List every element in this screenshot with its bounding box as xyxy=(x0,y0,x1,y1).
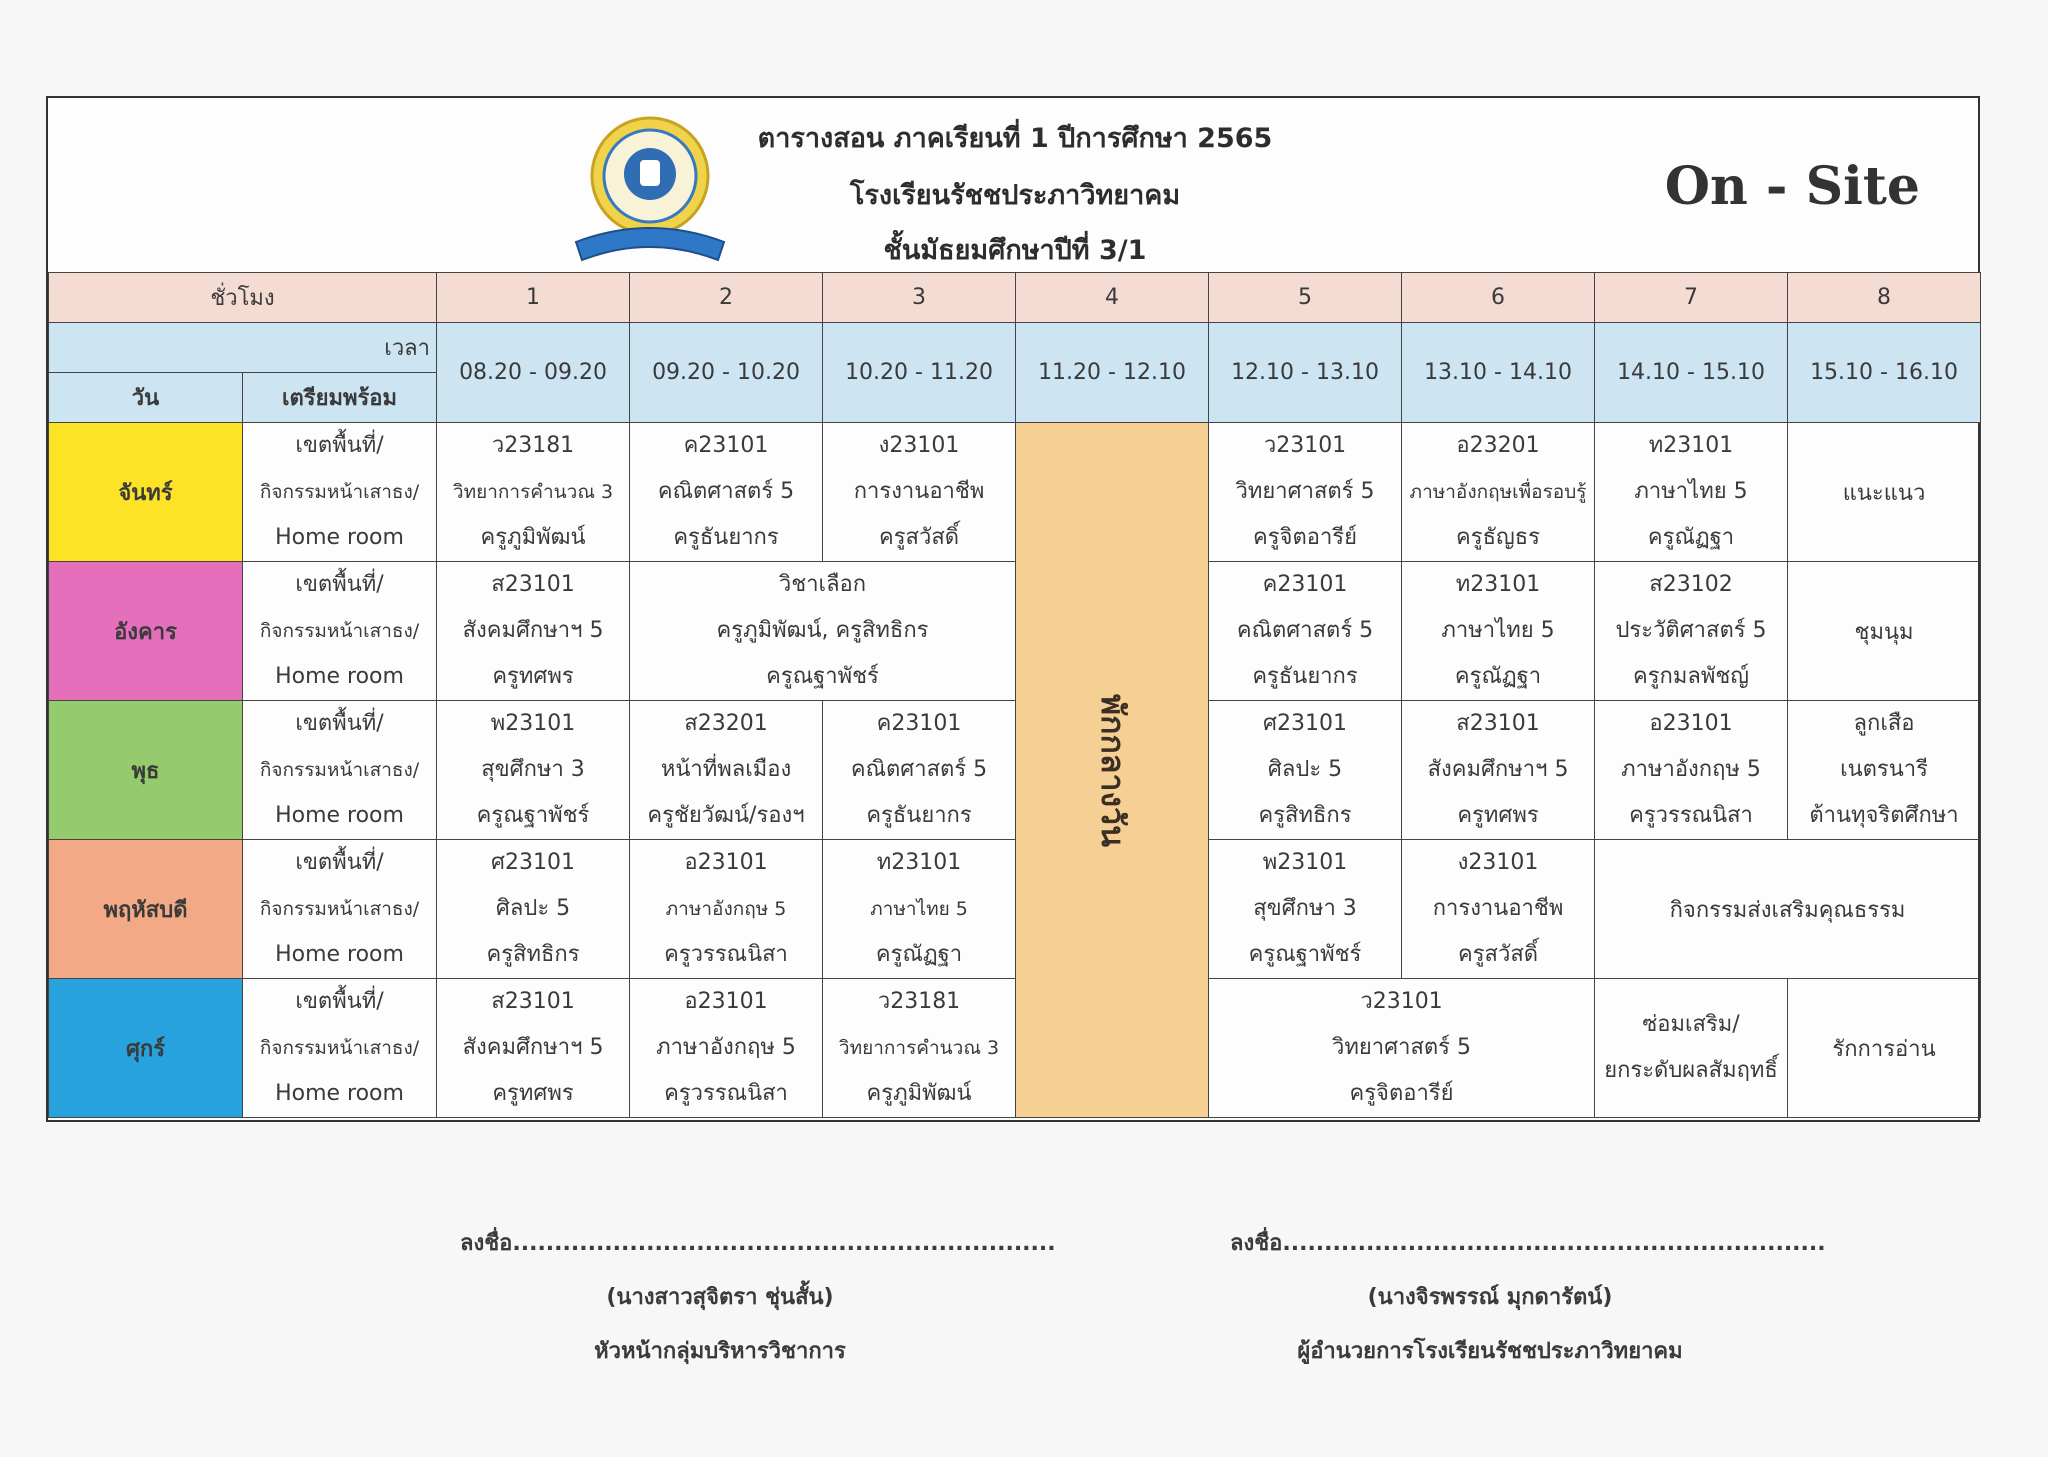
class-cell: อ23201 ภาษาอังกฤษเพื่อรอบรู้ ครูธัญธร xyxy=(1402,423,1595,562)
class-cell: ชุมนุม xyxy=(1788,562,1981,701)
period-number: 6 xyxy=(1402,273,1595,323)
class-cell: ศ23101 ศิลปะ 5 ครูสิทธิกร xyxy=(1209,701,1402,840)
class-cell: พ23101 สุขศึกษา 3 ครูณฐาพัชร์ xyxy=(437,701,630,840)
class-cell: ส23102 ประวัติศาสตร์ 5 ครูกมลพัชญ์ xyxy=(1595,562,1788,701)
title-school: โรงเรียนรัชชประภาวิทยาคม xyxy=(849,180,1181,211)
signatory-name: (นางสาวสุจิตรา ชุ่นสั้น) xyxy=(606,1285,834,1310)
signature-block-director xyxy=(1230,1217,1826,1379)
period-number: 4 xyxy=(1016,273,1209,323)
prep-cell: เขตพื้นที่/ กิจกรรมหน้าเสาธง/ Home room xyxy=(243,423,437,562)
class-cell: ลูกเสือ เนตรนารี ต้านทุจริตศึกษา xyxy=(1788,701,1981,840)
signatory-position: หัวหน้ากลุ่มบริหารวิชาการ xyxy=(594,1339,846,1364)
class-cell: วิชาเลือก ครูภูมิพัฒน์, ครูสิทธิกร ครูณฐาพัชร์ xyxy=(630,562,1016,701)
period-time: 13.10 - 14.10 xyxy=(1402,323,1595,423)
period-time: 12.10 - 13.10 xyxy=(1209,323,1402,423)
onsite-label: On - Site xyxy=(1664,156,1920,217)
prep-cell: เขตพื้นที่/ กิจกรรมหน้าเสาธง/ Home room xyxy=(243,840,437,979)
class-cell: ท23101 ภาษาไทย 5 ครูณัฏฐา xyxy=(1402,562,1595,701)
day-monday: จันทร์ xyxy=(49,423,243,562)
timetable xyxy=(48,272,1981,1118)
class-cell: พ23101 สุขศึกษา 3 ครูณฐาพัชร์ xyxy=(1209,840,1402,979)
class-cell: ค23101 คณิตศาสตร์ 5 ครูธันยากร xyxy=(1209,562,1402,701)
class-cell: ค23101 คณิตศาสตร์ 5 ครูธันยากร xyxy=(630,423,823,562)
signatory-name: (นางจิรพรรณ์ มุกดารัตน์) xyxy=(1367,1285,1613,1310)
period-header-label: ชั่วโมง xyxy=(49,273,437,323)
day-tuesday: อังคาร xyxy=(49,562,243,701)
class-cell: รักการอ่าน xyxy=(1788,979,1981,1118)
class-cell: ว23101 วิทยาศาสตร์ 5 ครูจิตอารีย์ xyxy=(1209,423,1402,562)
period-number: 1 xyxy=(437,273,630,323)
period-number: 5 xyxy=(1209,273,1402,323)
title-class: ชั้นมัธยมศึกษาปีที่ 3/1 xyxy=(883,235,1147,266)
class-cell: ส23201 หน้าที่พลเมือง ครูชัยวัฒน์/รองฯ xyxy=(630,701,823,840)
day-wednesday: พุธ xyxy=(49,701,243,840)
lunch-break: พักกลางวัน xyxy=(1016,423,1209,1118)
class-cell: กิจกรรมส่งเสริมคุณธรรม xyxy=(1595,840,1981,979)
period-time: 08.20 - 09.20 xyxy=(437,323,630,423)
day-thursday: พฤหัสบดี xyxy=(49,840,243,979)
class-cell: ง23101 การงานอาชีพ ครูสวัสดิ์ xyxy=(1402,840,1595,979)
signature-line: ลงชื่อ................................................................. xyxy=(460,1231,1056,1256)
class-cell: ซ่อมเสริม/ ยกระดับผลสัมฤทธิ์ xyxy=(1595,979,1788,1118)
day-friday: ศุกร์ xyxy=(49,979,243,1118)
period-time: 09.20 - 10.20 xyxy=(630,323,823,423)
prep-header-label: เตรียมพร้อม xyxy=(243,373,437,423)
class-cell: ง23101 การงานอาชีพ ครูสวัสดิ์ xyxy=(823,423,1016,562)
class-cell: อ23101 ภาษาอังกฤษ 5 ครูวรรณนิสา xyxy=(1595,701,1788,840)
period-number: 2 xyxy=(630,273,823,323)
period-number: 7 xyxy=(1595,273,1788,323)
class-cell: ว23181 วิทยาการคำนวณ 3 ครูภูมิพัฒน์ xyxy=(437,423,630,562)
period-time: 14.10 - 15.10 xyxy=(1595,323,1788,423)
class-cell: อ23101 ภาษาอังกฤษ 5 ครูวรรณนิสา xyxy=(630,979,823,1118)
time-header-label: เวลา xyxy=(49,323,437,373)
period-time: 10.20 - 11.20 xyxy=(823,323,1016,423)
title-semester: ตารางสอน ภาคเรียนที่ 1 ปีการศึกษา 2565 xyxy=(757,123,1273,154)
class-cell: ท23101 ภาษาไทย 5 ครูณัฏฐา xyxy=(1595,423,1788,562)
prep-cell: เขตพื้นที่/ กิจกรรมหน้าเสาธง/ Home room xyxy=(243,701,437,840)
period-number: 3 xyxy=(823,273,1016,323)
class-cell: ท23101 ภาษาไทย 5 ครูณัฏฐา xyxy=(823,840,1016,979)
signature-block-academic xyxy=(460,1217,1056,1379)
class-cell: ส23101 สังคมศึกษาฯ 5 ครูทศพร xyxy=(1402,701,1595,840)
header xyxy=(48,98,1978,274)
prep-cell: เขตพื้นที่/ กิจกรรมหน้าเสาธง/ Home room xyxy=(243,979,437,1118)
day-header-label: วัน xyxy=(49,373,243,423)
signature-line: ลงชื่อ................................................................. xyxy=(1230,1231,1826,1256)
timetable-sheet xyxy=(46,96,1980,1122)
class-cell: ค23101 คณิตศาสตร์ 5 ครูธันยากร xyxy=(823,701,1016,840)
period-number: 8 xyxy=(1788,273,1981,323)
class-cell: ว23181 วิทยาการคำนวณ 3 ครูภูมิพัฒน์ xyxy=(823,979,1016,1118)
period-time: 15.10 - 16.10 xyxy=(1788,323,1981,423)
class-cell: อ23101 ภาษาอังกฤษ 5 ครูวรรณนิสา xyxy=(630,840,823,979)
class-cell: ศ23101 ศิลปะ 5 ครูสิทธิกร xyxy=(437,840,630,979)
prep-cell: เขตพื้นที่/ กิจกรรมหน้าเสาธง/ Home room xyxy=(243,562,437,701)
period-time: 11.20 - 12.10 xyxy=(1016,323,1209,423)
class-cell: ว23101 วิทยาศาสตร์ 5 ครูจิตอารีย์ xyxy=(1209,979,1595,1118)
class-cell: ส23101 สังคมศึกษาฯ 5 ครูทศพร xyxy=(437,562,630,701)
signatory-position: ผู้อำนวยการโรงเรียนรัชชประภาวิทยาคม xyxy=(1297,1339,1683,1364)
class-cell: แนะแนว xyxy=(1788,423,1981,562)
class-cell: ส23101 สังคมศึกษาฯ 5 ครูทศพร xyxy=(437,979,630,1118)
